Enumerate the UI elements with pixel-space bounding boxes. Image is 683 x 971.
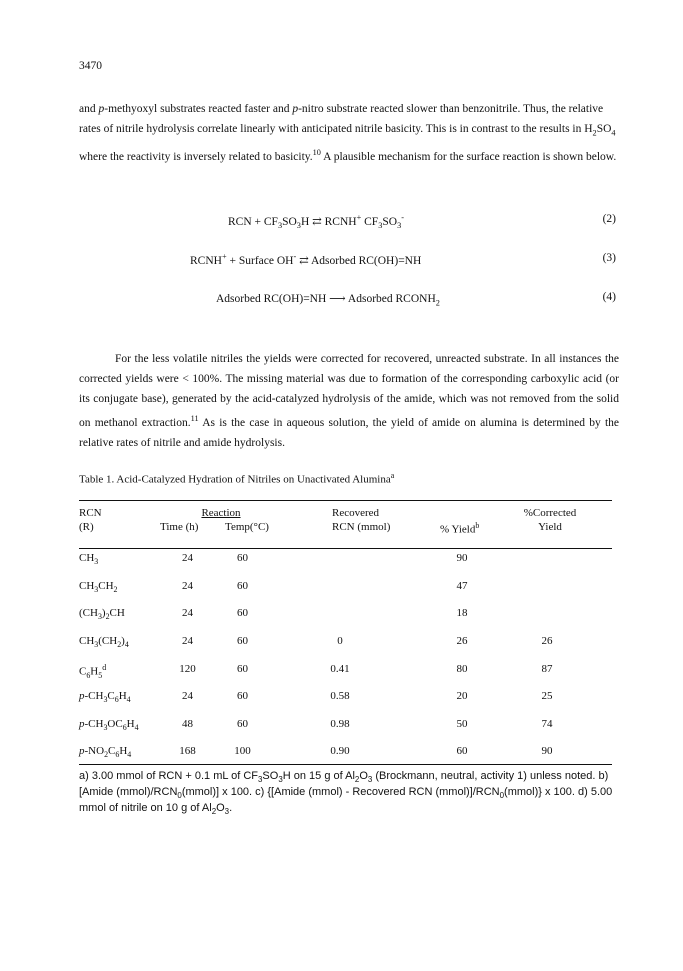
cell-r: $CH_3CH_2$ xyxy=(79,580,118,595)
cell-r: $(CH_3)_2CH$ xyxy=(79,607,125,622)
cell-corrected: 87 xyxy=(541,663,553,675)
cell-temp: 60 xyxy=(237,580,248,592)
cell-yield: 80 xyxy=(456,663,468,675)
cell-time: 120 xyxy=(179,663,196,675)
cell-time: 24 xyxy=(182,580,193,592)
page-number: 3470 xyxy=(79,60,102,72)
cell-corrected: 25 xyxy=(541,690,553,702)
cell-yield: 60 xyxy=(456,745,468,757)
cell-yield: 50 xyxy=(456,718,468,730)
cell-time: 24 xyxy=(182,552,193,564)
header-r: (R) xyxy=(79,521,94,533)
cell-temp: 100 xyxy=(234,745,251,757)
header-rcn: RCN xyxy=(79,507,102,519)
cell-corrected: 26 xyxy=(541,635,553,647)
cell-time: 48 xyxy=(182,718,193,730)
cell-temp: 60 xyxy=(237,718,248,730)
cell-yield: 47 xyxy=(456,580,468,592)
cell-r: $CH_3$ xyxy=(79,552,99,567)
equation-2-number: (2) xyxy=(602,213,616,225)
equation-2: RCN + $CF_3SO_3H$ ⇄ RCNH+ $CF_3SO_3^-$ xyxy=(228,213,404,231)
cell-temp: 60 xyxy=(237,552,248,564)
cell-r: $p-CH_3OC_6H_4$ xyxy=(79,718,139,733)
cell-corrected: 90 xyxy=(541,745,553,757)
equation-4: Adsorbed RC(OH)=NH ⟶ Adsorbed $RCONH_2$ xyxy=(216,293,440,308)
header-temp: Temp(°C) xyxy=(225,521,269,533)
cell-yield: 18 xyxy=(456,607,468,619)
table-caption: Table 1. Acid-Catalyzed Hydration of Nitriles on Unactivated Alumina$^a$ xyxy=(79,471,395,486)
equation-3: RCNH+ + Surface OH- ⇄ Adsorbed RC(OH)=NH xyxy=(190,252,422,267)
cell-yield: 26 xyxy=(456,635,468,647)
cell-r: $CH_3(CH_2)_4$ xyxy=(79,635,129,650)
cell-yield: 90 xyxy=(456,552,468,564)
table-header-rule xyxy=(79,548,612,549)
table-top-rule xyxy=(79,500,612,501)
cell-temp: 60 xyxy=(237,607,248,619)
cell-temp: 60 xyxy=(237,663,248,675)
equation-3-number: (3) xyxy=(602,252,616,264)
body-paragraph-2: For the less volatile nitriles the yields were corrected for recovered, unreacted substrate. In all instances the corrected yields were < 100%. The missing material was due to formation of the corresponding carboxylic acid (or its conjugate base), generated by the acid-catalyzed hydrolysis of the amide, which was not removed from the solid on methanol extraction.$^{11}$ As is the case in aqueous solution, the yield of amide on alumina is determined by the relative rates of nitrile and amide hydrolysis. xyxy=(79,353,619,449)
cell-recovered: 0 xyxy=(337,635,343,647)
header-corrected: %Corrected xyxy=(523,507,577,519)
cell-r: $C_6H_5^d$ xyxy=(79,663,107,680)
cell-temp: 60 xyxy=(237,690,248,702)
cell-recovered: 0.98 xyxy=(330,718,350,730)
header-time: Time (h) xyxy=(160,521,199,533)
table-bottom-rule xyxy=(79,764,612,765)
cell-temp: 60 xyxy=(237,635,248,647)
header-yield: % Yield$^b$ xyxy=(440,521,480,536)
cell-time: 168 xyxy=(179,745,196,757)
cell-r: $p-NO_2C_6H_4$ xyxy=(79,745,132,760)
cell-yield: 20 xyxy=(456,690,468,702)
cell-recovered: 0.41 xyxy=(330,663,350,675)
cell-recovered: 0.90 xyxy=(330,745,350,757)
table-footnote: a) 3.00 mmol of RCN + 0.1 mL of $CF_3SO_3H$ on 15 g of $Al_2O_3$ (Brockmann, neutral, activity 1) unless noted. b) [Amide $(mmol)/RCN_0(mmol)$] x 100. c) {[Amide (mmol) - Recovered RCN $(mmol)]/RCN_0(mmol)$} x 100. d) 5.00 mmol of nitrile on 10 g of $Al_2O_3$. xyxy=(79,770,613,817)
cell-recovered: 0.58 xyxy=(330,690,350,702)
equation-4-number: (4) xyxy=(602,291,616,303)
header-recovered-units: RCN (mmol) xyxy=(332,521,391,533)
header-reaction: Reaction xyxy=(201,507,241,519)
cell-corrected: 74 xyxy=(541,718,553,730)
cell-r: $p-CH_3C_6H_4$ xyxy=(79,690,131,705)
cell-time: 24 xyxy=(182,690,193,702)
header-recovered: Recovered xyxy=(332,507,380,519)
cell-time: 24 xyxy=(182,607,193,619)
header-corrected-yield: Yield xyxy=(538,521,562,533)
cell-time: 24 xyxy=(182,635,193,647)
body-paragraph-1: and p-methyoxyl substrates reacted faster and p-nitro substrate reacted slower than benzonitrile. Thus, the relative rates of nitrile hydrolysis correlate linearly with anticipated nitrile basicity. This is in contrast to the results in $H_2SO_4$ where the reactivity is inversely related to basicity.$^{10}$ A plausible mechanism for the surface reaction is shown below. xyxy=(79,103,617,164)
